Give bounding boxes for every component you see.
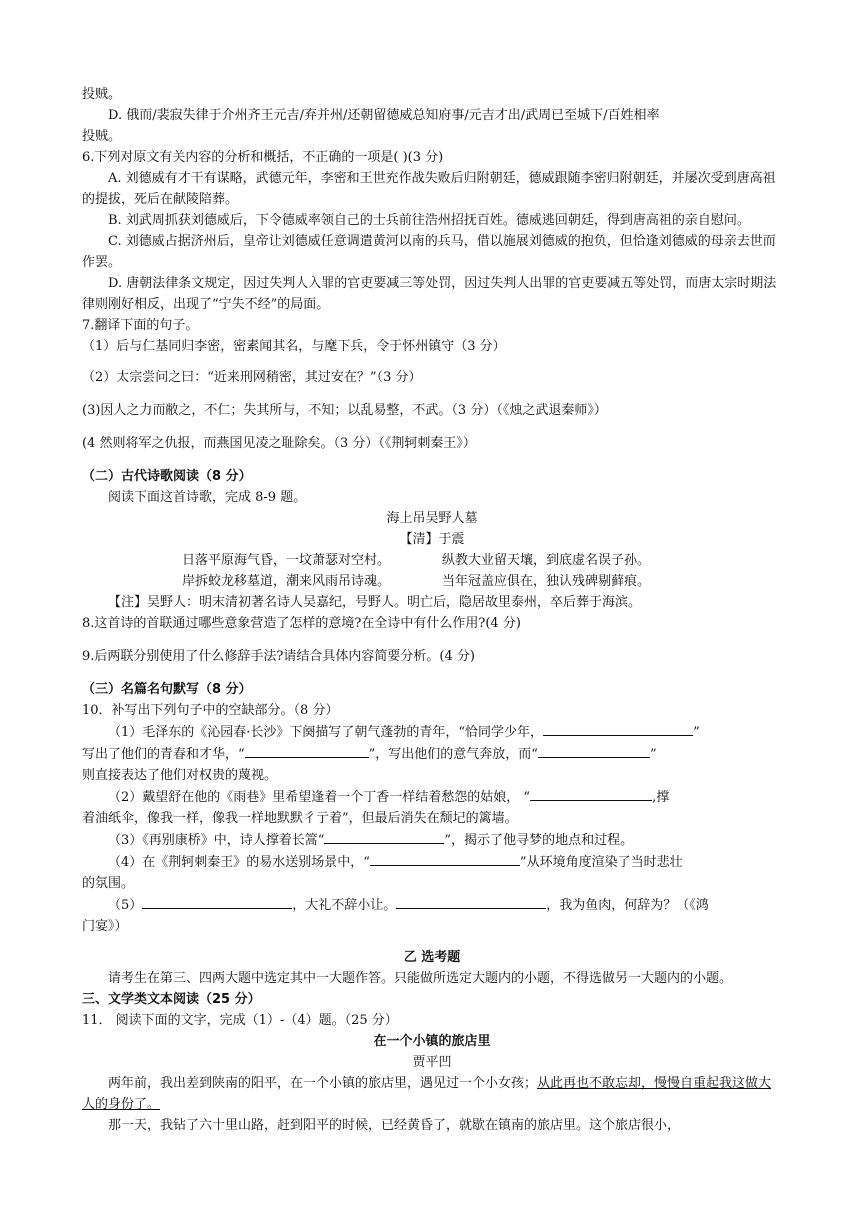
recitation-section-heading: （三）名篇名句默写（8 分） [82,682,252,697]
q10-item-2-cont: 着油纸伞，像我一样，像我一样地默默彳亍着”，但最后消失在颓圮的篱墙。 [82,811,518,826]
q10-item-5-cont: 门宴》） [82,919,128,934]
part-yi-heading: 乙 选考题 [403,950,461,965]
q10-stem: 10．补写出下列句子中的空缺部分。（8 分） [82,703,339,718]
q10-item-1-end: 则直接表达了他们对权贵的蔑视。 [82,768,278,783]
q5-d-line2: 投贼。 [82,129,122,144]
poem-couplet-1 [82,550,782,571]
q6-option-b: B. 刘武周抓获刘德威后，下令德威率领自己的士兵前往浩州招抚百姓。德威逃回朝廷，得到唐高祖的亲自慰问。 [108,213,750,228]
q10-5-text-a: （5） [108,898,143,913]
q10-2-text-b: ,撑 [652,790,670,805]
answer-blank[interactable] [324,829,444,844]
q7-sentence-2: （2）太宗尝问之曰：“近来刑网稍密，其过安在？”（3 分） [82,370,422,385]
q10-item-2 [82,786,782,808]
story-paragraph-1 [82,1073,782,1115]
q10-5-text-b: ，大礼不辞小让。 [292,898,397,913]
q10-4-text-b: ”从环境角度渲染了当时悲壮 [519,855,683,870]
q7-stem: 7.翻译下面的句子。 [82,318,199,333]
poem-line-2a: 岸拆蛟龙移墓道，潮来风雨吊诗魂。 [182,574,391,589]
q7-sentence-3: (3)因人之力而敝之，不仁；失其所与，不知；以乱易整，不武。（3 分）（《烛之武退秦师》） [82,403,607,418]
poem-author: 【清】于震 [399,532,465,547]
q10-item-1 [82,721,782,743]
q10-item-3 [82,829,782,851]
q6-option-c: C. 刘德威占据济州后，皇帝让刘德威任意调遣黄河以南的兵马，借以施展刘德威的抱负，但恰逢刘德威的母亲去世而作罢。 [82,234,776,270]
literary-section-heading: 三、文学类文本阅读（25 分） [82,992,261,1007]
story-p1-text: 两年前，我出差到陕南的阳平，在一个小镇的旅店里，遇见过一个小女孩； [108,1076,538,1091]
q7-sentence-1: （1）后与仁基同归李密，密素闻其名，与麾下兵，令于怀州镇守（3 分） [82,339,506,354]
answer-blank[interactable] [543,721,693,736]
q10-item-4-cont: 的氛围。 [82,876,135,891]
q9: 9.后两联分别使用了什么修辞手法?请结合具体内容简要分析。(4 分) [82,649,475,664]
q6-option-d: D. 唐朝法律条文规定，因过失判人入罪的官吏要减三等处罚，因过失判人出罪的官吏要减五等处罚，而唐太宗时期法律则刚好相反，出现了“宁失不经”的局面。 [82,276,777,312]
poem-title: 海上吊吴野人墓 [386,511,478,526]
answer-blank[interactable] [245,743,369,758]
q5-d-line1: D. 俄而/裴寂失律于介州齐王元吉/弃并州/还朝留德威总知府事/元吉才出/武周已至城下/百姓相率 [108,108,660,123]
q10-4-text-a: （4）在《荆轲刺秦王》的易水送别场景中，“ [108,855,370,870]
poem-couplet-2 [82,571,782,592]
q10-item-1-cont [82,743,782,765]
q10-3-text-a: （3）《再别康桥》中，诗人撑着长篙“ [108,833,325,848]
q6-option-a: A. 刘德威有才干有谋略，武德元年，李密和王世充作战失败后归附朝廷，德威跟随李密归附朝廷，并屡次受到唐高祖的提拔，死后在献陵陪葬。 [82,171,776,207]
q8: 8.这首诗的首联通过哪些意象营造了怎样的意境?在全诗中有什么作用?(4 分) [82,616,521,631]
q10-1-text-e: ” [649,747,657,762]
story-author: 贾平凹 [412,1055,452,1070]
poem-line-1a: 日落平原海气昏，一坟萧瑟对空村。 [182,553,391,568]
exam-page [82,84,782,1136]
q6-stem: 6.下列对原文有关内容的分析和概括，不正确的一项是( )(3 分) [82,150,444,165]
poem-line-2b: 当年冠盖应俱在，独认残碑剔藓痕。 [442,574,651,589]
q10-1-text-b: ” [693,725,700,740]
answer-blank[interactable] [370,851,520,866]
answer-blank[interactable] [538,743,650,758]
answer-blank[interactable] [530,786,652,801]
poem-line-1b: 纵教大业留天壤，到底虚名误子孙。 [442,553,651,568]
answer-blank[interactable] [142,894,292,909]
q10-3-text-b: ”，揭示了他寻梦的地点和过程。 [444,833,634,848]
story-paragraph-2: 那一天，我钻了六十里山路，赶到阳平的时候，已经黄昏了，就歇在镇南的旅店里。这个旅店很小， [108,1118,681,1133]
q5-c-tail: 投贼。 [82,87,122,102]
q10-1-text-d: ”，写出他们的意气奔放，而“ [368,747,538,762]
q5-option-d [82,105,782,126]
q10-1-text-c: 写出了他们的青春和才华，“ [82,747,245,762]
story-title: 在一个小镇的旅店里 [373,1034,491,1049]
part-yi-instructions: 请考生在第三、四两大题中选定其中一大题作答。只能做所选定大题内的小题，不得选做另一大题内的小题。 [108,971,733,986]
q10-item-4 [82,851,782,873]
q11-stem: 11． 阅读下面的文字，完成（1）-（4）题。（25 分） [82,1013,398,1028]
poetry-intro: 阅读下面这首诗歌，完成 8-9 题。 [108,490,307,505]
answer-blank[interactable] [396,894,546,909]
poetry-section-heading: （二）古代诗歌阅读（8 分） [82,469,252,484]
q10-5-text-c: ，我为鱼肉，何辞为？（《鸿 [546,898,709,913]
q10-1-text-a: （1）毛泽东的《沁园春·长沙》下阕描写了朝气蓬勃的青年，“恰同学少年， [108,725,544,740]
poem-note: 【注】吴野人：明末清初著名诗人吴嘉纪，号野人。明亡后，隐居故里泰州，卒后葬于海滨。 [108,595,642,610]
story-p1-underlined: 从此再也不敢忘却，慢慢自重起我这做大人的身份了。 [82,1076,772,1112]
q10-2-text-a: （2）戴望舒在他的《雨巷》里希望逢着一个丁香一样结着愁怨的姑娘， “ [108,790,531,805]
q7-sentence-4: (4 然则将军之仇报，而燕国见凌之耻除矣。（3 分）（《荆轲刺秦王》） [82,436,476,451]
q10-item-5 [82,894,782,916]
